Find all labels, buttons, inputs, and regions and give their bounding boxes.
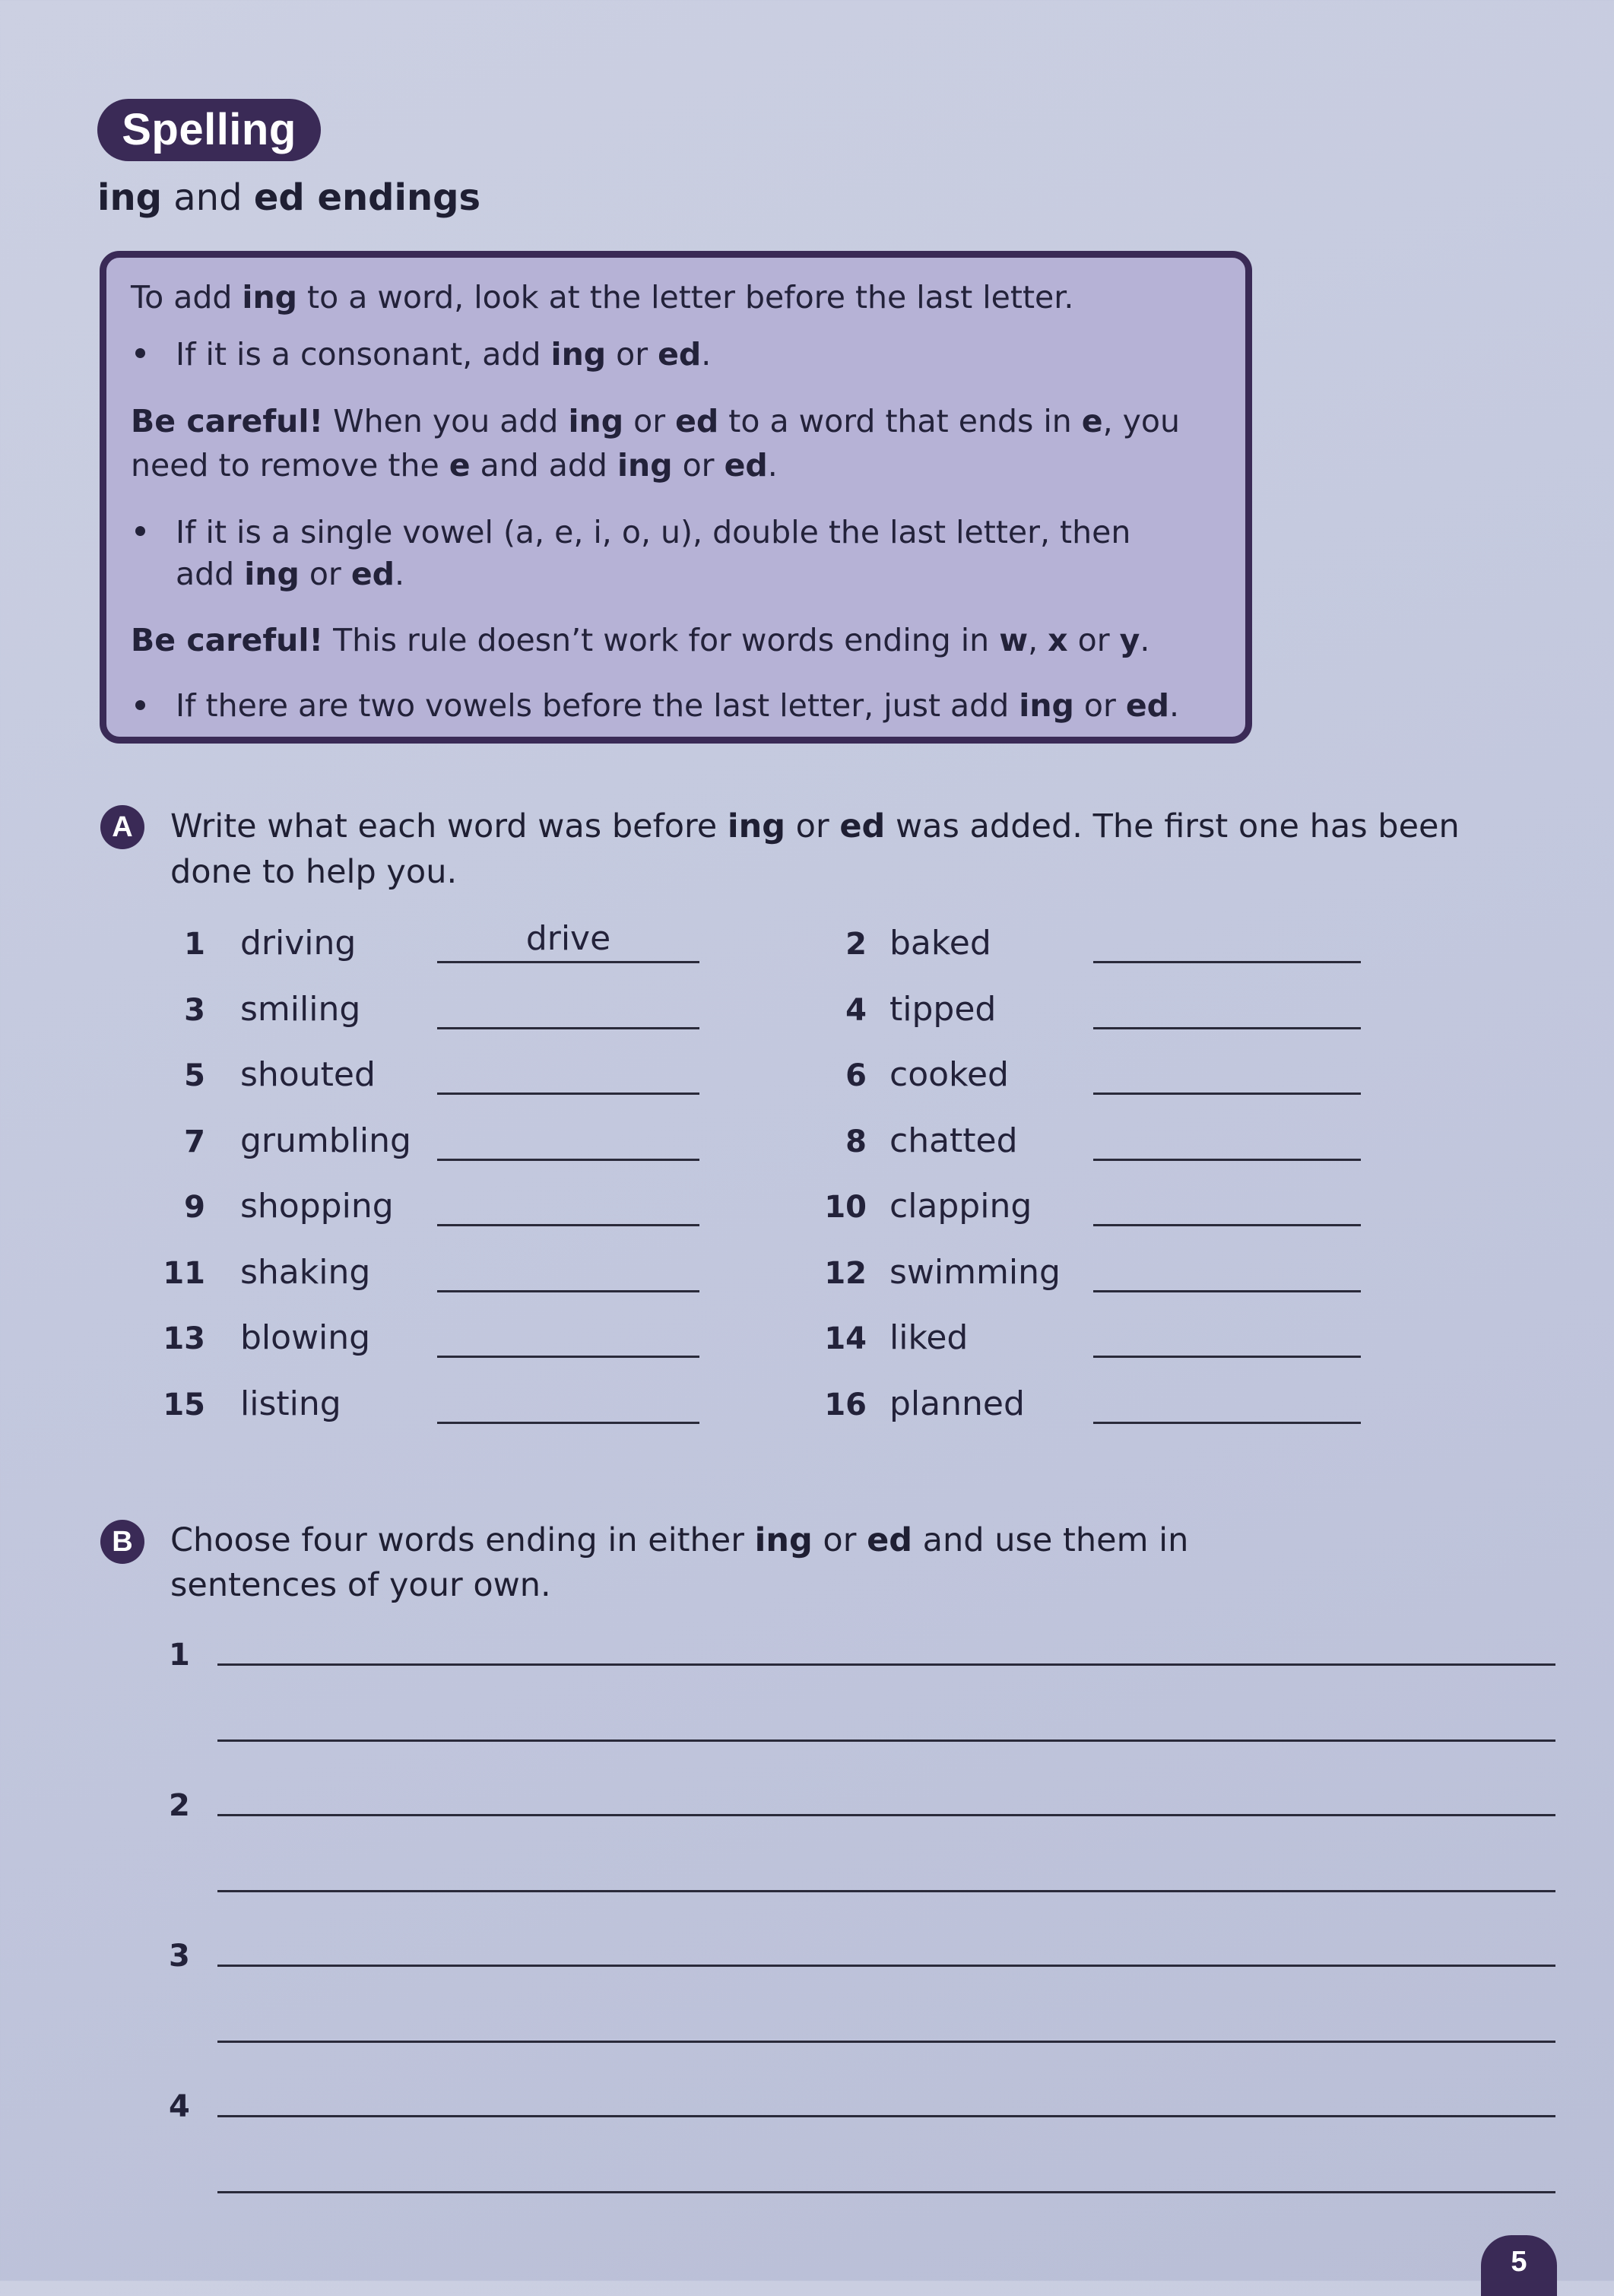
item-number: 4 bbox=[845, 993, 867, 1028]
item-word: cooked bbox=[889, 1055, 1009, 1094]
section-b-instruction-line1: Choose four words ending in either ing or ed and use them in bbox=[170, 1521, 1189, 1559]
rule-careful-e-line2: need to remove the e and add ing or ed. bbox=[131, 447, 778, 484]
answer-line bbox=[1093, 1027, 1361, 1029]
item-word: planned bbox=[889, 1384, 1025, 1423]
rule-bullet-two-vowels: If there are two vowels before the last letter, just add ing or ed. bbox=[176, 687, 1180, 724]
section-title-badge: Spelling bbox=[97, 99, 321, 161]
item-word: shouted bbox=[240, 1055, 376, 1094]
item-number: 16 bbox=[824, 1387, 867, 1422]
answer-line bbox=[1093, 1356, 1361, 1358]
answer-line bbox=[1093, 1159, 1361, 1161]
rule-bullet-vowel-line1: If it is a single vowel (a, e, i, o, u), double the last letter, then bbox=[176, 514, 1131, 550]
section-a-instruction-line2: done to help you. bbox=[170, 853, 458, 891]
item-word: driving bbox=[240, 924, 357, 962]
sentence-number: 4 bbox=[169, 2089, 190, 2124]
rule-bullet-consonant: If it is a consonant, add ing or ed. bbox=[176, 336, 712, 373]
answer-line bbox=[437, 1027, 699, 1029]
rule-careful-wxy: Be careful! This rule doesn’t work for words ending in w, x or y. bbox=[131, 622, 1150, 658]
item-number: 8 bbox=[845, 1124, 867, 1159]
section-a-instruction-line1: Write what each word was before ing or ed was added. The first one has been bbox=[170, 807, 1460, 845]
item-word: blowing bbox=[240, 1318, 371, 1357]
subtitle-endings: endings bbox=[304, 176, 481, 219]
item-number: 12 bbox=[824, 1256, 867, 1291]
sentence-line-continued[interactable] bbox=[217, 2041, 1555, 2043]
page-number: 5 bbox=[1481, 2235, 1557, 2296]
item-number: 11 bbox=[163, 1256, 205, 1291]
item-number: 1 bbox=[184, 927, 205, 962]
sentence-line-continued[interactable] bbox=[217, 1739, 1555, 1742]
rule-intro: To add ing to a word, look at the letter before the last letter. bbox=[131, 279, 1074, 316]
bullet-icon bbox=[135, 348, 145, 358]
answer-line bbox=[1093, 1290, 1361, 1292]
answer-line bbox=[437, 1159, 699, 1161]
item-number: 13 bbox=[163, 1321, 205, 1356]
item-number: 2 bbox=[845, 927, 867, 962]
item-number: 10 bbox=[824, 1190, 867, 1225]
answer-line bbox=[437, 1224, 699, 1226]
section-a-badge: A bbox=[100, 805, 144, 849]
answer-line bbox=[437, 1290, 699, 1292]
rule-bullet-vowel-line2: add ing or ed. bbox=[176, 556, 405, 592]
section-b-instruction-line2: sentences of your own. bbox=[170, 1566, 551, 1604]
item-word: shaking bbox=[240, 1253, 371, 1292]
subtitle-and: and bbox=[161, 176, 254, 219]
item-number: 15 bbox=[163, 1387, 205, 1422]
answer-line bbox=[1093, 1093, 1361, 1095]
answer-line bbox=[1093, 1422, 1361, 1424]
sentence-line[interactable] bbox=[217, 1663, 1555, 1666]
sentence-number: 2 bbox=[169, 1788, 190, 1823]
item-word: shopping bbox=[240, 1187, 394, 1226]
sentence-number: 1 bbox=[169, 1638, 190, 1673]
item-word: smiling bbox=[240, 990, 361, 1029]
item-number: 7 bbox=[184, 1124, 205, 1159]
sentence-line[interactable] bbox=[217, 1965, 1555, 1967]
item-word: tipped bbox=[889, 990, 997, 1029]
subtitle-ing: ing bbox=[97, 176, 162, 219]
answer-line bbox=[437, 1356, 699, 1358]
sentence-line[interactable] bbox=[217, 1814, 1555, 1816]
answer-line bbox=[437, 961, 699, 963]
rules-box bbox=[100, 251, 1252, 744]
answer-line bbox=[1093, 961, 1361, 963]
item-word: liked bbox=[889, 1318, 969, 1357]
bullet-icon bbox=[135, 700, 145, 710]
section-b-badge: B bbox=[100, 1520, 144, 1564]
answer-line bbox=[437, 1422, 699, 1424]
item-word: swimming bbox=[889, 1253, 1061, 1292]
item-word: grumbling bbox=[240, 1121, 411, 1160]
item-word: listing bbox=[240, 1384, 341, 1423]
subtitle-ed: ed bbox=[253, 176, 305, 219]
item-word: chatted bbox=[889, 1121, 1018, 1160]
page-subtitle bbox=[97, 176, 480, 219]
sentence-number: 3 bbox=[169, 1939, 190, 1974]
item-word: baked bbox=[889, 924, 991, 962]
sentence-line-continued[interactable] bbox=[217, 2191, 1555, 2193]
item-number: 9 bbox=[184, 1190, 205, 1225]
item-word: clapping bbox=[889, 1187, 1032, 1226]
item-number: 3 bbox=[184, 993, 205, 1028]
rule-careful-e-line1: Be careful! When you add ing or ed to a word that ends in e, you bbox=[131, 403, 1180, 439]
bullet-icon bbox=[135, 526, 145, 536]
item-number: 6 bbox=[845, 1058, 867, 1093]
sentence-line[interactable] bbox=[217, 2115, 1555, 2117]
sentence-line-continued[interactable] bbox=[217, 1890, 1555, 1892]
answer-line bbox=[1093, 1224, 1361, 1226]
item-number: 5 bbox=[184, 1058, 205, 1093]
answer-line bbox=[437, 1093, 699, 1095]
answer-field[interactable]: drive bbox=[525, 919, 611, 958]
item-number: 14 bbox=[824, 1321, 867, 1356]
